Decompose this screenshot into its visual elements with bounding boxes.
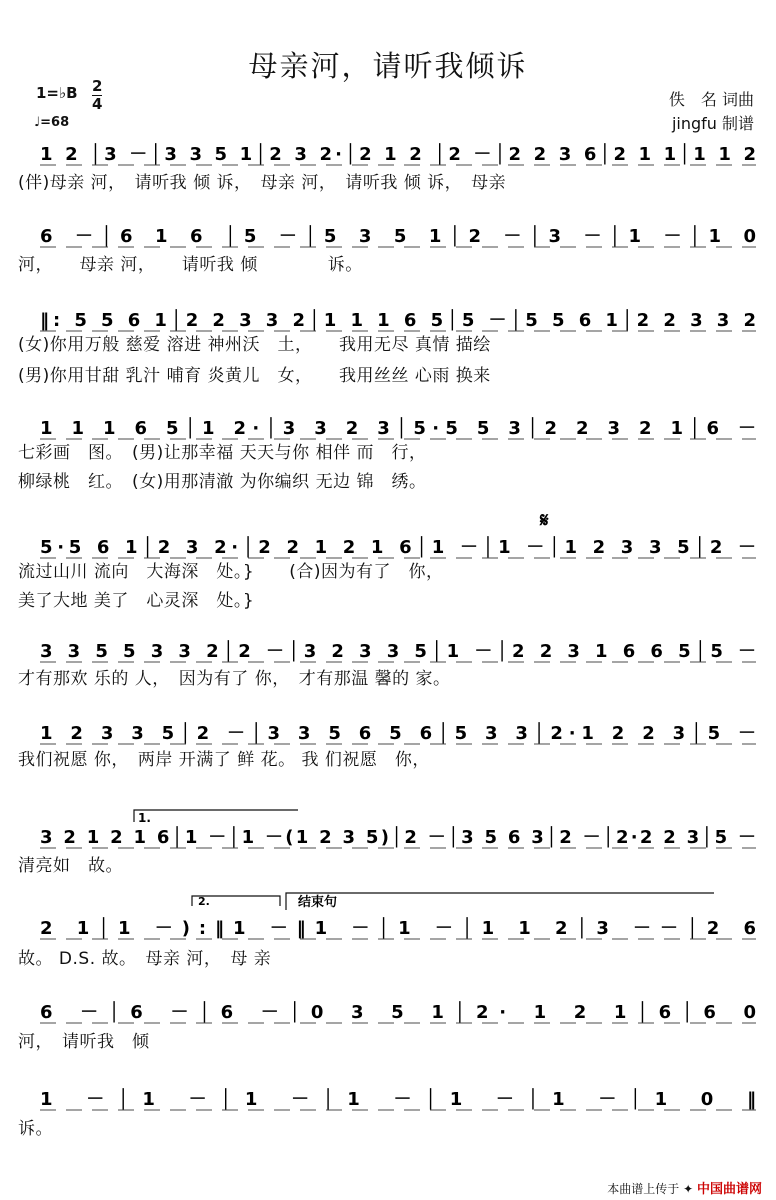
lyric-line: 才有那欢 乐的 人， 因为有了 你， 才有那温 馨的 家。 <box>18 669 451 689</box>
arranger-credit: jingfu 制谱 <box>671 114 754 133</box>
notation-row: 5·5 6 1│2 3 2·│2 2 1 2 1 6│1 －│1 －│1 2 3 3 5│2 － <box>40 537 757 558</box>
volta-1-bracket <box>134 810 298 822</box>
notation-row: 3 3 5 5 3 3 2│2 －│3 2 3 3 5│1 －│2 2 3 1 6 6 5│5 － <box>40 641 757 662</box>
lyric-line: (伴)母亲 河， 请听我 倾 诉， 母亲 河， 请听我 倾 诉， 母亲 <box>18 173 507 193</box>
footer <box>607 1178 762 1197</box>
lyric-line: 流过山川 流向 大海深 处。} (合)因为有了 你， <box>18 562 444 582</box>
lyric-line: 诉。 <box>18 1119 53 1139</box>
volta-2-label: 2. <box>198 895 210 908</box>
footer-brand: 中国曲谱网 <box>696 1182 762 1197</box>
lyric-line: (女)你用万般 慈爱 溶进 神州沃 土， 我用无尽 真情 描绘 <box>18 335 491 355</box>
notation-row: 6 －│6 －│6 －│0 3 5 1│2· 1 2 1│6│6 0 <box>40 1002 756 1023</box>
lyric-line: 美了大地 美了 心灵深 处。} <box>18 591 255 611</box>
notation-row: 1 1 1 6 5│1 2·│3 3 2 3│5·5 5 3│2 2 3 2 1│6 － <box>40 418 757 439</box>
lyric-line: 河， 请听我 倾 <box>18 1032 150 1052</box>
volta-1-label: 1. <box>138 811 151 825</box>
time-signature: 2 4 <box>92 77 103 113</box>
notation-row: 3 2 1 2 1 6│1 －│1 －(1 2 3 5)│2 －│3 5 6 3│2 －│2·2 2 3│5 － <box>40 827 756 848</box>
footer-text: 本曲谱上传于 <box>607 1182 680 1196</box>
segno-sign: 𝄋 <box>540 508 549 532</box>
lyric-line: 河， 母亲 河， 请听我 倾 诉。 <box>18 255 363 275</box>
composer-credit: 佚 名 词曲 <box>668 90 754 109</box>
key-signature: 1=♭B <box>36 84 78 102</box>
lyric-line: 我们祝愿 你， 两岸 开满了 鲜 花。 我 们祝愿 你， <box>18 750 430 770</box>
lyric-line: 七彩画 图。 (男)让那幸福 天天与你 相伴 而 行， <box>18 443 427 463</box>
notation-row: 1 2 │3 －│3 3 5 1│2 3 2·│2 1 2 │2 －│2 2 3 6│2 1 1│1 1 2 <box>40 144 756 165</box>
lyric-line: 清亮如 故。 <box>18 856 123 876</box>
notation-row: 1 －│1 －│1 －│1 －│1 －│1 －│1 0 ‖ <box>40 1089 756 1110</box>
brand-icon: ✦ <box>683 1182 694 1196</box>
lyric-line: 故。 D.S. 故。 母亲 河， 母 亲 <box>18 949 272 969</box>
coda-label: 结束句 <box>298 895 338 910</box>
lyric-line: 柳绿桃 红。 (女)用那清澈 为你编织 无边 锦 绣。 <box>18 472 427 492</box>
notation-row: ‖: 5 5 6 1│2 2 3 3 2│1 1 1 6 5│5 －│5 5 6 1│2 2 3 3 2 <box>40 310 756 331</box>
coda-bracket <box>286 893 714 910</box>
lyric-line: (男)你用甘甜 乳汁 哺育 炎黄儿 女， 我用丝丝 心雨 换来 <box>18 366 491 386</box>
page-title: 母亲河，请听我倾诉 <box>248 49 528 83</box>
notation-row: 1 2 3 3 5│2 －│3 3 5 6 5 6│5 3 3│2·1 2 2 3│5 － <box>40 723 757 744</box>
notation-row: 2 1│1 －):‖1 －‖1 －│1 －│1 1 2│3 －－│2 6 <box>40 918 756 939</box>
notation-row: 6 －│6 1 6 │5 －│5 3 5 1│2 －│3 －│1 －│1 0 <box>40 226 756 247</box>
tempo-marking: ♩=68 <box>34 115 70 130</box>
